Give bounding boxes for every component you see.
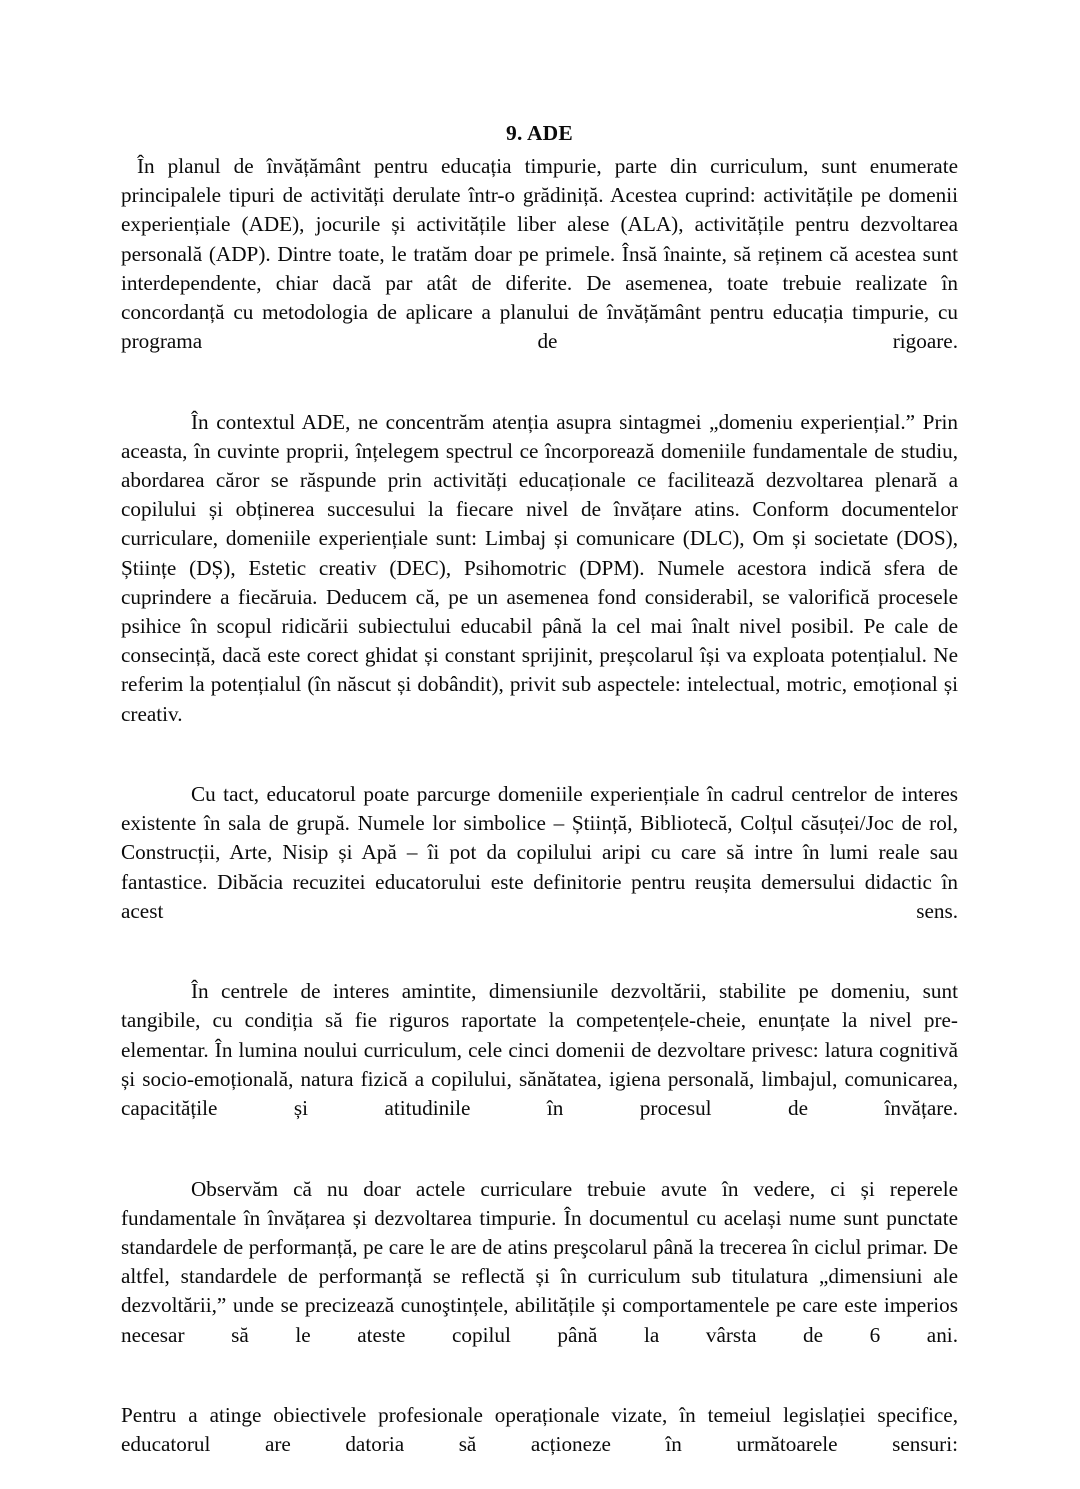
paragraph-dimensiuni-dezvoltare: În centrele de interes amintite, dimensiunile dezvoltării, stabilite pe domeniu, sunt tangibile, cu condiția să fie riguros raportate la competențele-cheie, enunțate la nivel pre-elementar. În lumina noului curriculum, cele cinci domenii de dezvoltare privesc: latura cognitivă și socio-emoțională, natura fizică a copilului, sănătatea, igiena personală, limbajul, comunicarea, capacitățile și atitudinile în procesul de învățare. [121,979,958,1121]
paragraph-obiective-operationale: Pentru a atinge obiectivele profesionale operaționale vizate, în temeiul legislației specifice, educatorul are datoria să acționeze în următoarele sensuri: [121,1402,958,1457]
paragraph-centre-de-interes: Cu tact, educatorul poate parcurge domeniile experiențiale în cadrul centrelor de interes existente în sala de grupă. Numele lor simbolice – Știință, Bibliotecă, Colțul căsuței/Joc de rol, Construcții, Arte, Nisip și Apă – îi pot da copilului aripi cu care să intre în lumi reale sau fantastice. Dibăcia recuzitei educatorului este definitorie pentru reușita demersului didactic în acest sens. [121,782,958,923]
page-title: 9. ADE [506,121,573,145]
paragraph-domeniu-experiential: În contextul ADE, ne concentrăm atenția asupra sintagmei „domeniu experiențial.” Prin aceasta, în cuvinte proprii, înțelegem spectrul ce încorporează domeniile fundamentale de studiu, abordarea căror se răspunde prin activități educaționale ce facilitează dezvoltarea plenară a copilului și obținerea succesului la fiecare nivel de învățare atins. Conform documentelor curriculare, domeniile experiențiale sunt: Limbaj și comunicare (DLC), Om și societate (DOS), Științe (DȘ), Estetic creativ (DEC), Psihomotric (DPM). Numele acestora indică sfera de cuprindere a fiecăruia. Deducem că, pe un asemenea fond considerabil, se valorifică procesele psihice în scopul ridicării subiectului educabil până la cel mai înalt nivel posibil. Pe cale de consecință, dacă este corect ghidat și constant sprijinit, preșcolarul își va exploata potențialul. Ne referim la potențialul (în născut și dobândit), privit sub aspectele: intelectual, motric, emoțional și creativ. [121,409,958,726]
paragraph-intro-ade: În planul de învățământ pentru educația timpurie, parte din curriculum, sunt enumerate principalele tipuri de activități derulate într-o grădiniță. Acestea cuprind: activitățile pe domenii experiențiale (ADE), jocurile și activitățile liber alese (ALA), activitățile pentru dezvoltarea personală (ADP). Dintre toate, le tratăm doar pe primele. Însă înainte, să reținem că acestea sunt interdependente, chiar dacă par atât de diferite. De asemenea, toate trebuie realizate în concordanță cu metodologia de aplicare a planului de învățământ pentru educația timpurie, cu programa de rigoare. [121,154,958,354]
paragraph-repere-fundamentale: Observăm că nu doar actele curriculare trebuie avute în vedere, ci și reperele fundamentale în învățarea și dezvoltarea timpurie. În documentul cu același nume sunt punctate standardele de performanță, pe care le are de atins preşcolarul până la trecerea în ciclul primar. De altfel, standardele de performanță se reflectă și în curriculum sub titulatura „dimensiuni ale dezvoltării,” unde se precizează cunoştințele, abilitățile și comportamentele pe care este imperios necesar să le ateste copilul până la vârsta de 6 ani. [121,1176,958,1347]
